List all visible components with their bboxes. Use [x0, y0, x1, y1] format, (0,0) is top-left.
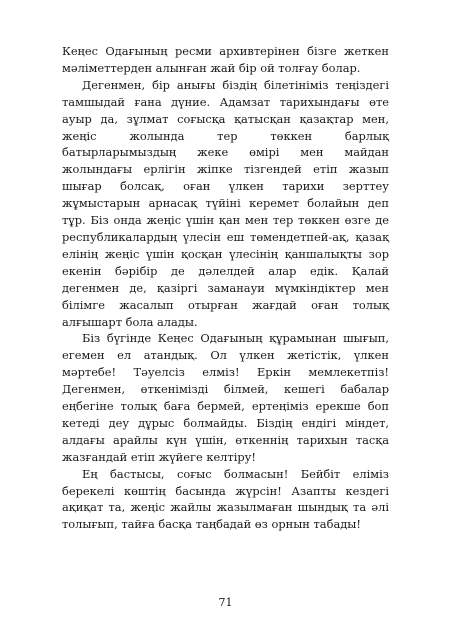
document-body [62, 43, 389, 533]
paragraph: Ең бастысы, соғыс болмасын! Бейбіт еліміз берекелі көштің басында жүрсін! Азапты кездегі ақиқат та, жеңіс жайлы жазылмаған шындық та әлі толығып, тайға басқа таңбадай өз орнын табады! [62, 466, 389, 532]
paragraph: Біз бүгінде Кеңес Одағының құрамынан шығып, егемен ел атандық. Ол үлкен жетістік, үлкен мәртебе! Тәуелсіз елміз! Еркін мемлекетпіз! Дегенмен, өткенімізді білмей, кешегі бабалар еңбегіне толық баға бермей, ертеңіміз ерекше боп кетеді деу дұрыс болмайды. Біздің ендігі міндет, алдағы арайлы күн үшін, өткеннің тарихын тасқа жазғандай етіп жүйеге келтіру! [62, 331, 389, 464]
paragraph: Кеңес Одағының ресми архивтерінен бізге жеткен мәліметтерден алынған жай бір ой толғау болар. [62, 44, 389, 75]
paragraph: Дегенмен, бір анығы біздің білетініміз теңіздегі тамшыдай ғана дүние. Адамзат тарихындағы өте ауыр да, зұлмат соғысқа қатысқан қазақтар мен, жеңіс жолында тер төккен барлық батырларымыздың жеке өмірі мен майдан жолындағы ерлігін жіпке тізгендей етіп жазып шығар болсақ, оған үлкен тарихи зерттеу жұмыстарын арнасақ түйіні керемет болайын деп тұр. Біз онда жеңіс үшін қан мен тер төккен өзге де республикалардың үлесін еш төмендетпей-ақ, қазақ елінің жеңіс үшін қосқан үлесінің қаншалықты зор екенін бәрібір де дәлелдей алар едік. Қалай дегенмен де, қазіргі заманауи мүмкіндіктер мен білімге жасалып отырған жағдай оған толық алғышарт бола алады. [62, 77, 389, 329]
page-number: 71 [218, 596, 233, 609]
